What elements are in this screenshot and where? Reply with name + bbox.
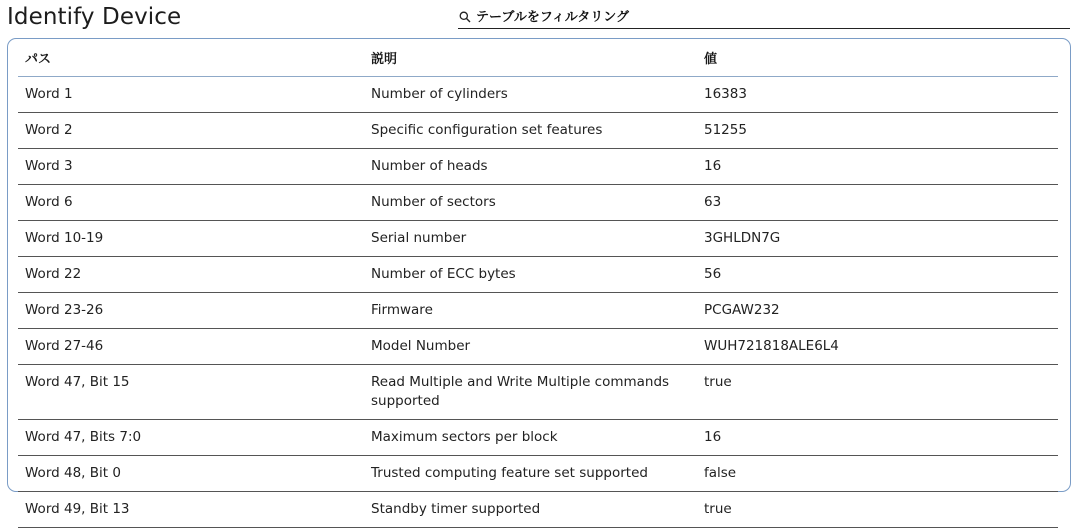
cell-path: Word 1 xyxy=(18,77,364,113)
cell-path: Word 27-46 xyxy=(18,329,364,365)
table-row[interactable] xyxy=(18,329,1058,365)
cell-value: false xyxy=(697,456,1058,492)
cell-value: 63 xyxy=(697,185,1058,221)
cell-description: Model Number xyxy=(364,329,697,365)
cell-value: true xyxy=(697,365,1058,420)
cell-value: 3GHLDN7G xyxy=(697,221,1058,257)
table-row[interactable] xyxy=(18,420,1058,456)
cell-value: 16 xyxy=(697,420,1058,456)
column-header-description[interactable]: 説明 xyxy=(364,39,697,77)
cell-description: Serial number xyxy=(364,221,697,257)
cell-path: Word 3 xyxy=(18,149,364,185)
page-title: Identify Device xyxy=(7,4,182,30)
cell-path: Word 48, Bit 0 xyxy=(18,456,364,492)
identify-device-table xyxy=(18,39,1058,528)
cell-description: Standby timer supported xyxy=(364,492,697,528)
cell-description: Number of heads xyxy=(364,149,697,185)
table-row[interactable] xyxy=(18,149,1058,185)
cell-value: 16 xyxy=(697,149,1058,185)
cell-path: Word 23-26 xyxy=(18,293,364,329)
cell-value: true xyxy=(697,492,1058,528)
header-bar xyxy=(0,0,1080,38)
table-header-row xyxy=(18,39,1058,77)
cell-value: PCGAW232 xyxy=(697,293,1058,329)
cell-description: Firmware xyxy=(364,293,697,329)
table-row[interactable] xyxy=(18,456,1058,492)
table-row[interactable] xyxy=(18,113,1058,149)
table-row[interactable] xyxy=(18,293,1058,329)
cell-description: Number of ECC bytes xyxy=(364,257,697,293)
cell-path: Word 6 xyxy=(18,185,364,221)
cell-description: Number of sectors xyxy=(364,185,697,221)
cell-path: Word 10-19 xyxy=(18,221,364,257)
identify-device-table-container[interactable] xyxy=(7,38,1071,517)
column-header-path[interactable]: パス xyxy=(18,39,364,77)
cell-description: Number of cylinders xyxy=(364,77,697,113)
cell-description: Read Multiple and Write Multiple commands supported xyxy=(364,365,697,420)
cell-path: Word 47, Bit 15 xyxy=(18,365,364,420)
cell-description: Maximum sectors per block xyxy=(364,420,697,456)
filter-input[interactable] xyxy=(476,10,1056,25)
search-icon xyxy=(458,10,472,24)
cell-description: Trusted computing feature set supported xyxy=(364,456,697,492)
cell-path: Word 47, Bits 7:0 xyxy=(18,420,364,456)
table-row[interactable] xyxy=(18,77,1058,113)
table-row[interactable] xyxy=(18,365,1058,420)
table-row[interactable] xyxy=(18,492,1058,528)
cell-description: Specific configuration set features xyxy=(364,113,697,149)
filter-box[interactable] xyxy=(458,6,1070,29)
cell-value: 16383 xyxy=(697,77,1058,113)
cell-value: WUH721818ALE6L4 xyxy=(697,329,1058,365)
table-row[interactable] xyxy=(18,257,1058,293)
cell-value: 56 xyxy=(697,257,1058,293)
cell-path: Word 22 xyxy=(18,257,364,293)
table-row[interactable] xyxy=(18,185,1058,221)
table-row[interactable] xyxy=(18,221,1058,257)
cell-path: Word 2 xyxy=(18,113,364,149)
cell-path: Word 49, Bit 13 xyxy=(18,492,364,528)
column-header-value[interactable]: 値 xyxy=(697,39,1058,77)
cell-value: 51255 xyxy=(697,113,1058,149)
